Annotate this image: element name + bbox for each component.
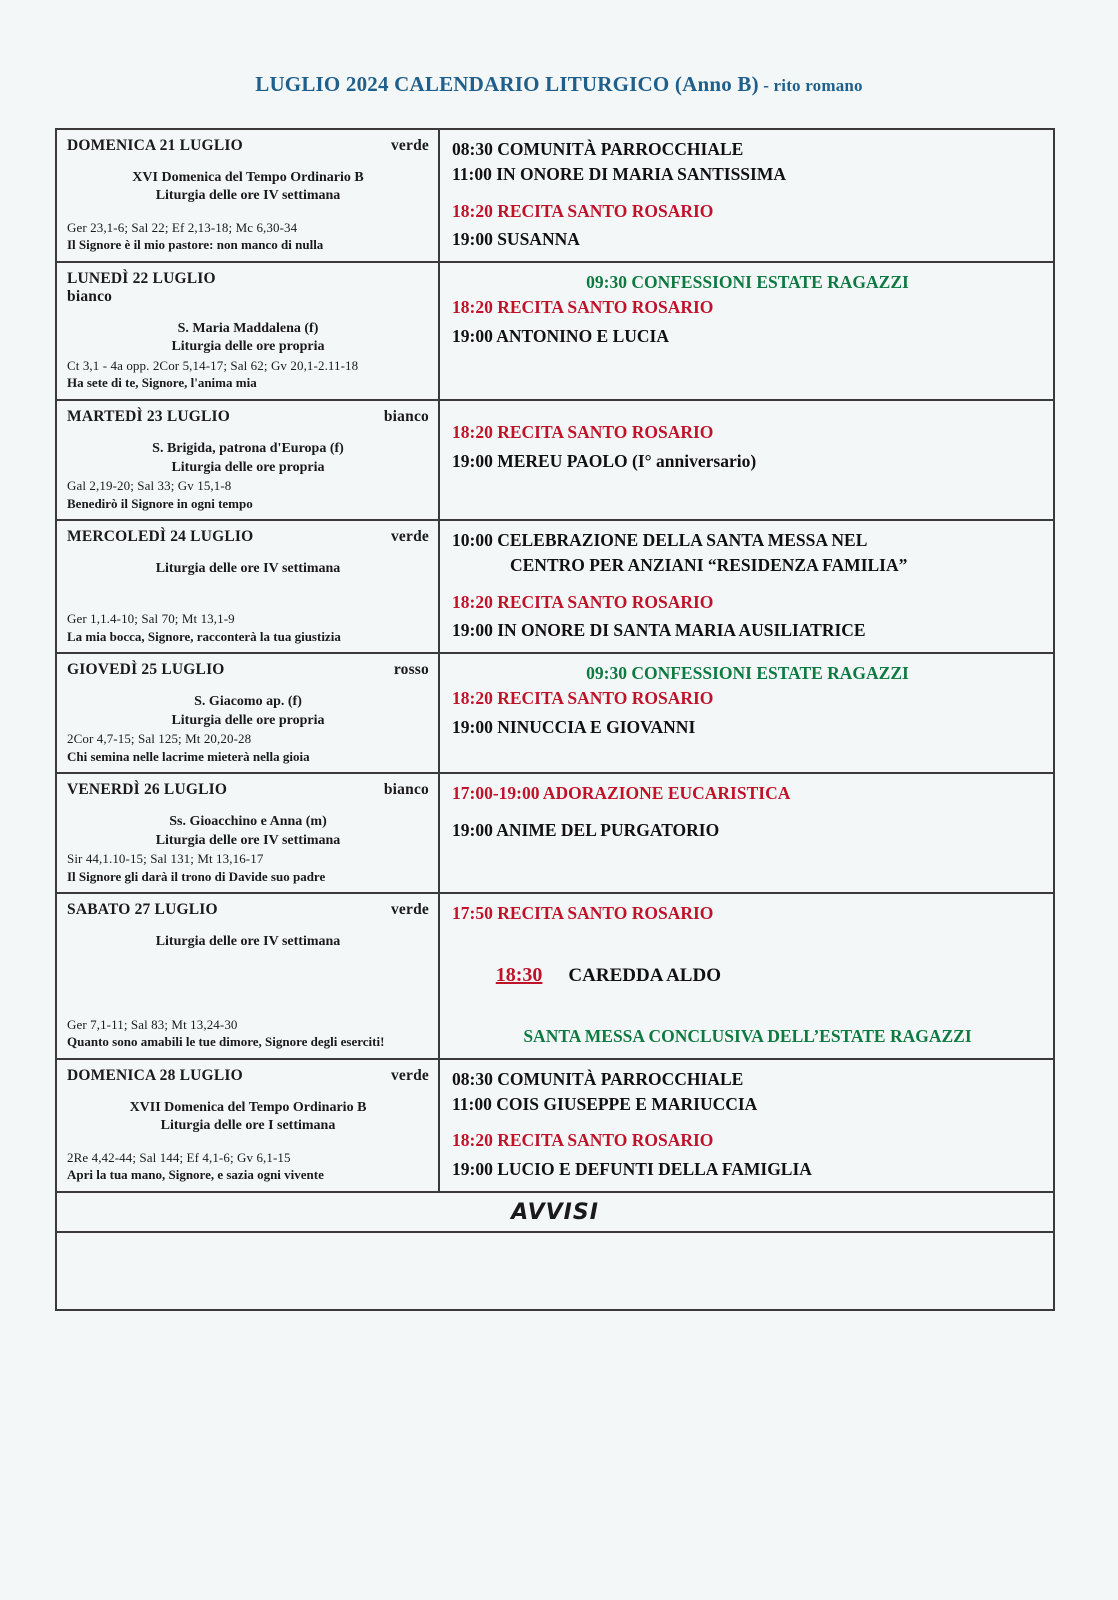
- day-header: [67, 137, 429, 155]
- page-title-sub: - rito romano: [758, 76, 863, 95]
- day-info-cell: [57, 654, 440, 772]
- saint-name: S. Giacomo ap. (f): [194, 694, 302, 710]
- responsorial-psalm: Il Signore è il mio pastore: non manco di nulla: [67, 237, 324, 253]
- liturgy-hours: Liturgia delle ore IV settimana: [155, 188, 341, 204]
- event-name: CAREDDA ALDO: [568, 964, 721, 986]
- reading-citations: Ger 1,1.4-10; Sal 70; Mt 13,1-9: [67, 610, 235, 626]
- reading-citations: Ger 7,1-11; Sal 83; Mt 13,24-30: [67, 1016, 238, 1032]
- day-header: [67, 270, 429, 306]
- event-item: 18:20 RECITA SANTO ROSARIO: [452, 200, 714, 221]
- day-events-cell: [440, 263, 1053, 399]
- notices-heading-row: [57, 1193, 1053, 1233]
- event-item: 19:00 IN ONORE DI SANTA MARIA AUSILIATRICE: [452, 620, 866, 641]
- table-row: [57, 654, 1053, 774]
- liturgy-hours: Liturgia delle ore IV settimana: [155, 934, 341, 950]
- notices-body: [57, 1233, 1053, 1309]
- liturgical-color: verde: [390, 1066, 429, 1084]
- table-row: [57, 130, 1053, 263]
- liturgical-color: bianco: [67, 288, 113, 305]
- event-item: 19:00 ANIME DEL PURGATORIO: [452, 819, 720, 840]
- event-item: 08:30 COMUNITÀ PARROCCHIALE: [452, 1068, 744, 1089]
- saint-block: [67, 560, 429, 578]
- day-events-cell: [440, 1060, 1053, 1191]
- page-title-main: LUGLIO 2024 CALENDARIO LITURGICO (Anno B): [255, 72, 759, 96]
- event-item: 09:30 CONFESSIONI ESTATE RAGAZZI: [586, 663, 909, 684]
- day-info-cell: [57, 894, 440, 1058]
- event-item: 18:20 RECITA SANTO ROSARIO: [452, 422, 714, 443]
- table-row: [57, 894, 1053, 1060]
- day-header: [67, 901, 429, 919]
- event-item: 18:20 RECITA SANTO ROSARIO: [452, 1130, 714, 1151]
- event-item: 19:00 NINUCCIA E GIOVANNI: [452, 716, 696, 737]
- saint-name: XVI Domenica del Tempo Ordinario B: [132, 170, 364, 185]
- responsorial-psalm: Il Signore gli darà il trono di Davide suo padre: [67, 868, 326, 884]
- readings-block: [67, 850, 429, 885]
- day-header: [67, 408, 429, 426]
- event-item: 11:00 IN ONORE DI MARIA SANTISSIMA: [452, 163, 787, 184]
- responsorial-psalm: Ha sete di te, Signore, l'anima mia: [67, 375, 257, 391]
- day-name: SABATO 27 LUGLIO: [67, 901, 218, 919]
- event-item: 18:20 RECITA SANTO ROSARIO: [452, 591, 714, 612]
- day-events-cell: [440, 654, 1053, 772]
- day-info-cell: [57, 401, 440, 519]
- saint-block: [67, 440, 429, 477]
- day-header: [67, 528, 429, 546]
- liturgy-hours: Liturgia delle ore I settimana: [160, 1118, 336, 1134]
- reading-citations: 2Re 4,42-44; Sal 144; Ef 4,1-6; Gv 6,1-15: [67, 1149, 291, 1165]
- day-name: GIOVEDÌ 25 LUGLIO: [67, 661, 225, 679]
- reading-citations: Ger 23,1-6; Sal 22; Ef 2,13-18; Mc 6,30-34: [67, 219, 298, 235]
- saint-block: [67, 320, 429, 357]
- day-info-cell: [57, 774, 440, 892]
- saint-name: Ss. Gioacchino e Anna (m): [169, 814, 327, 830]
- saint-block: [67, 693, 429, 730]
- day-name: LUNEDÌ 22 LUGLIO: [67, 270, 216, 287]
- liturgical-color: bianco: [383, 408, 429, 426]
- day-info-cell: [57, 263, 440, 399]
- day-name: MARTEDÌ 23 LUGLIO: [67, 408, 231, 426]
- day-name: VENERDÌ 26 LUGLIO: [67, 781, 228, 799]
- liturgy-hours: Liturgia delle ore propria: [171, 712, 325, 728]
- saint-block: [67, 169, 429, 206]
- day-info-cell: [57, 521, 440, 652]
- event-item: 17:00-19:00 ADORAZIONE EUCARISTICA: [452, 783, 791, 804]
- readings-block: [67, 1149, 429, 1184]
- day-name: DOMENICA 21 LUGLIO: [67, 137, 243, 154]
- readings-block: [67, 357, 429, 392]
- table-row: [57, 401, 1053, 521]
- day-header: [67, 781, 429, 799]
- event-item: 09:30 CONFESSIONI ESTATE RAGAZZI: [586, 272, 909, 292]
- event-item: SANTA MESSA CONCLUSIVA DELL’ESTATE RAGAZZI: [523, 1026, 972, 1047]
- day-header: [67, 1067, 429, 1085]
- reading-citations: Ct 3,1 - 4a opp. 2Cor 5,14-17; Sal 62; Gv 20,1-2.11-18: [67, 357, 359, 373]
- day-events-cell: [440, 894, 1053, 1058]
- liturgy-hours: Liturgia delle ore propria: [171, 339, 325, 355]
- saint-name: S. Maria Maddalena (f): [177, 321, 319, 336]
- day-header: [67, 661, 429, 679]
- event-item: 19:00 SUSANNA: [452, 229, 580, 250]
- day-name: MERCOLEDÌ 24 LUGLIO: [67, 528, 254, 546]
- event-item: CENTRO PER ANZIANI “RESIDENZA FAMILIA”: [510, 554, 908, 575]
- reading-citations: Gal 2,19-20; Sal 33; Gv 15,1-8: [67, 477, 232, 493]
- responsorial-psalm: Apri la tua mano, Signore, e sazia ogni vivente: [67, 1167, 324, 1183]
- day-info-cell: [57, 130, 440, 261]
- day-events-cell: [440, 401, 1053, 519]
- day-info-cell: [57, 1060, 440, 1191]
- event-item-highlight: [452, 939, 1043, 1011]
- responsorial-psalm: La mia bocca, Signore, racconterà la tua giustizia: [67, 628, 341, 644]
- liturgical-color: verde: [390, 137, 429, 154]
- event-item: 18:20 RECITA SANTO ROSARIO: [452, 687, 714, 708]
- readings-block: [67, 219, 429, 254]
- saint-block: [67, 1099, 429, 1136]
- event-item: 19:00 LUCIO E DEFUNTI DELLA FAMIGLIA: [452, 1159, 812, 1180]
- responsorial-psalm: Benedirò il Signore in ogni tempo: [67, 495, 253, 511]
- responsorial-psalm: Chi semina nelle lacrime mieterà nella gioia: [67, 748, 310, 764]
- event-item: 18:20 RECITA SANTO ROSARIO: [452, 296, 714, 317]
- liturgy-hours: Liturgia delle ore propria: [171, 459, 325, 475]
- liturgy-hours: Liturgia delle ore IV settimana: [155, 561, 341, 577]
- liturgical-color: verde: [390, 528, 429, 546]
- saint-name: XVII Domenica del Tempo Ordinario B: [129, 1099, 367, 1115]
- event-time: 18:30: [495, 963, 543, 986]
- table-row: [57, 774, 1053, 894]
- liturgical-color: bianco: [383, 781, 429, 799]
- day-events-cell: [440, 130, 1053, 261]
- responsorial-psalm: Quanto sono amabili le tue dimore, Signore degli eserciti!: [67, 1034, 385, 1050]
- event-item: 08:30 COMUNITÀ PARROCCHIALE: [452, 139, 744, 159]
- table-row: [57, 263, 1053, 401]
- event-item: 10:00 CELEBRAZIONE DELLA SANTA MESSA NEL: [452, 530, 868, 551]
- event-item: 17:50 RECITA SANTO ROSARIO: [452, 903, 714, 924]
- readings-block: [67, 730, 429, 765]
- readings-block: [67, 1016, 429, 1051]
- event-item: 19:00 MEREU PAOLO (I° anniversario): [452, 450, 757, 471]
- saint-block: [67, 933, 429, 951]
- day-events-cell: [440, 521, 1053, 652]
- readings-block: [67, 610, 429, 645]
- page-title: [0, 72, 1118, 97]
- day-name: DOMENICA 28 LUGLIO: [67, 1066, 243, 1084]
- liturgical-color: verde: [390, 901, 429, 919]
- day-events-cell: [440, 774, 1053, 892]
- event-item: 19:00 ANTONINO E LUCIA: [452, 325, 669, 346]
- event-item: 11:00 COIS GIUSEPPE E MARIUCCIA: [452, 1093, 758, 1114]
- table-row: [57, 521, 1053, 654]
- liturgical-calendar-table: [55, 128, 1055, 1311]
- notices-heading: AVVISI: [511, 1199, 599, 1225]
- readings-block: [67, 477, 429, 512]
- liturgy-hours: Liturgia delle ore IV settimana: [155, 832, 341, 848]
- saint-block: [67, 813, 429, 850]
- liturgical-color: rosso: [393, 661, 429, 679]
- saint-name: S. Brigida, patrona d'Europa (f): [152, 441, 344, 457]
- reading-citations: 2Cor 4,7-15; Sal 125; Mt 20,20-28: [67, 731, 252, 746]
- table-row: [57, 1060, 1053, 1193]
- reading-citations: Sir 44,1.10-15; Sal 131; Mt 13,16-17: [67, 851, 264, 867]
